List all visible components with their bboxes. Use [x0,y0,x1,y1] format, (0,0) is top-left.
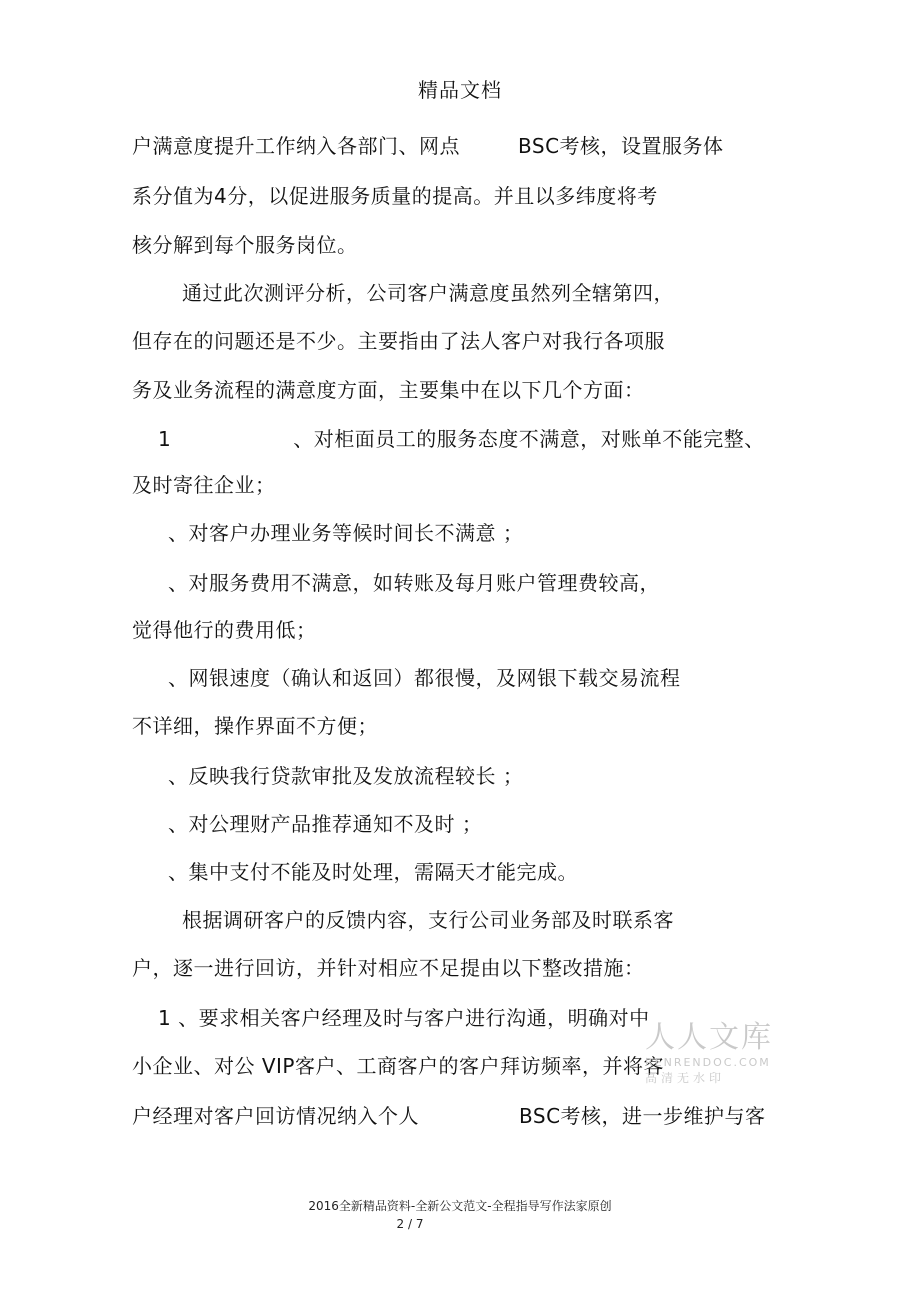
text-line [158,423,765,452]
text-line: 但存在的问题还是不少。主要指由了法人客户对我行各项服 [132,329,665,353]
text-segment: BSC考核，设置服务体 [518,134,724,158]
text-segment: 户满意度提升工作纳入各部门、网点 [132,134,460,158]
text-segment: BSC考核，进一步维护与客 [519,1104,766,1128]
text-line: 务及业务流程的满意度方面，主要集中在以下几个方面： [132,378,645,402]
page-header: 精品文档 [418,78,502,102]
text-line: 系分值为4分，以促进服务质量的提高。并且以多纬度将考 [132,184,658,208]
text-line [132,130,724,159]
page-number: 2 / 7 [396,1217,424,1231]
footer-tagline: 2016全新精品资料-全新公文范文-全程指导写作法家原创 [308,1199,612,1213]
text-line: 通过此次测评分析，公司客户满意度虽然列全辖第四， [182,281,674,305]
text-segment: 1 [158,427,172,451]
text-segment: 、对柜面员工的服务态度不满意，对账单不能完整、 [293,427,765,451]
watermark-url: RENRENDOC.COM [645,1056,771,1069]
text-line: 觉得他行的费用低； [132,618,317,642]
text-line: 及时寄往企业； [132,473,276,497]
text-line: 、对客户办理业务等候时间长不满意 ； [168,521,524,545]
watermark-title: 人人文库 [645,1020,773,1055]
text-line: 小企业、对公 VIP客户、工商客户的客户拜访频率，并将客 [132,1054,664,1078]
text-line: 1 、要求相关客户经理及时与客户进行沟通，明确对中 [158,1006,650,1030]
text-line: 根据调研客户的反馈内容，支行公司业务部及时联系客 [182,908,674,932]
watermark [645,1012,775,1086]
text-line: 、网银速度（确认和返回）都很慢，及网银下载交易流程 [168,666,681,690]
text-line: 、对服务费用不满意，如转账及每月账户管理费较高， [168,571,660,595]
text-line: 、对公理财产品推荐通知不及时 ； [168,812,483,836]
text-segment: 户经理对客户回访情况纳入个人 [132,1104,419,1128]
text-line: 、集中支付不能及时处理，需隔天才能完成。 [168,860,578,884]
watermark-subtitle: 高清无水印 [645,1071,726,1085]
text-line: 户，逐一进行回访，并针对相应不足提由以下整改措施： [132,956,645,980]
text-line: 核分解到每个服务岗位。 [132,233,358,257]
text-line: 、反映我行贷款审批及发放流程较长 ； [168,764,524,788]
text-line: 不详细，操作界面不方便； [132,714,378,738]
text-line [132,1100,766,1129]
